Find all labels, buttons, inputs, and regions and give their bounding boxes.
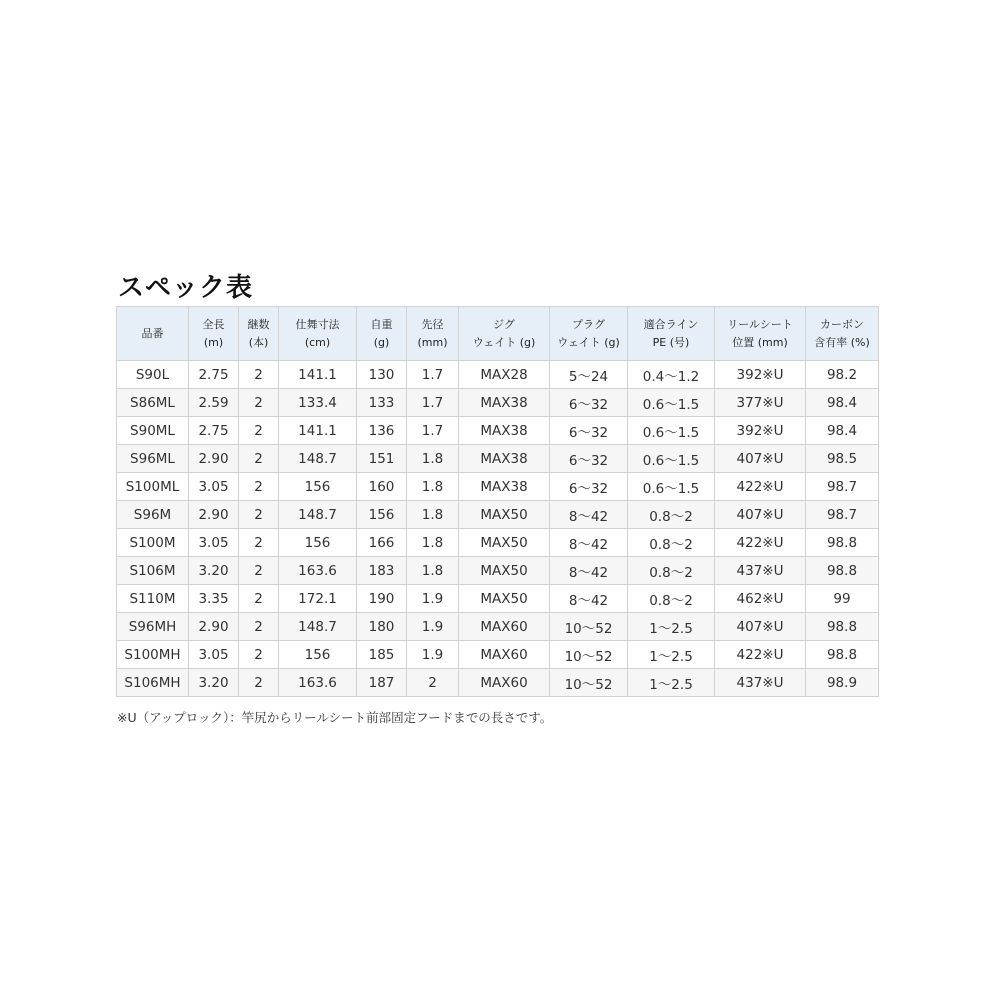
- table-cell: S106M: [117, 557, 189, 585]
- column-header-line2: (g): [373, 335, 390, 349]
- table-cell: 10〜52: [550, 613, 628, 641]
- table-cell: MAX60: [459, 641, 550, 669]
- column-header-line1: 継数: [247, 317, 270, 331]
- table-cell: MAX38: [459, 445, 550, 473]
- table-row: [117, 529, 879, 557]
- table-cell: 2.75: [189, 361, 239, 389]
- table-cell: 190: [357, 585, 407, 613]
- table-cell: 98.2: [806, 361, 879, 389]
- table-cell: S100M: [117, 529, 189, 557]
- table-cell: S100ML: [117, 473, 189, 501]
- table-cell: 133.4: [279, 389, 357, 417]
- column-header-line1: プラグ: [572, 317, 605, 331]
- table-cell: 392※U: [715, 417, 806, 445]
- table-cell: 462※U: [715, 585, 806, 613]
- column-header: [239, 307, 279, 361]
- footnote: ※U（アップロック）：竿尻からリールシート前部固定フードまでの長さです。: [117, 710, 553, 725]
- table-cell: 407※U: [715, 445, 806, 473]
- table-cell: 98.7: [806, 473, 879, 501]
- table-cell: S110M: [117, 585, 189, 613]
- table-cell: 2.90: [189, 613, 239, 641]
- table-cell: 1.8: [407, 557, 459, 585]
- table-cell: 437※U: [715, 557, 806, 585]
- column-header: [550, 307, 628, 361]
- table-cell: MAX50: [459, 557, 550, 585]
- table-cell: S96MH: [117, 613, 189, 641]
- table-cell: S96M: [117, 501, 189, 529]
- table-row: [117, 417, 879, 445]
- table-cell: 185: [357, 641, 407, 669]
- table-cell: 99: [806, 585, 879, 613]
- column-header: [459, 307, 550, 361]
- table-cell: 1.8: [407, 529, 459, 557]
- column-header-line2: (本): [248, 335, 269, 349]
- table-cell: 3.05: [189, 529, 239, 557]
- table-cell: 8〜42: [550, 501, 628, 529]
- table-cell: 2: [239, 417, 279, 445]
- table-cell: S90L: [117, 361, 189, 389]
- table-row: [117, 361, 879, 389]
- table-cell: 422※U: [715, 529, 806, 557]
- column-header: [628, 307, 715, 361]
- column-header: [806, 307, 879, 361]
- table-cell: 98.4: [806, 417, 879, 445]
- table-cell: 1.8: [407, 445, 459, 473]
- table-cell: 98.8: [806, 613, 879, 641]
- table-cell: 98.4: [806, 389, 879, 417]
- table-cell: 156: [357, 501, 407, 529]
- table-row: [117, 557, 879, 585]
- table-cell: 3.05: [189, 473, 239, 501]
- table-cell: 392※U: [715, 361, 806, 389]
- table-cell: 98.8: [806, 529, 879, 557]
- table-cell: 3.20: [189, 669, 239, 697]
- table-cell: 187: [357, 669, 407, 697]
- column-header-line2: (cm): [304, 335, 331, 349]
- table-row: [117, 501, 879, 529]
- table-cell: 1.7: [407, 417, 459, 445]
- table-cell: 422※U: [715, 641, 806, 669]
- table-cell: 5〜24: [550, 361, 628, 389]
- table-cell: 3.35: [189, 585, 239, 613]
- table-cell: 10〜52: [550, 669, 628, 697]
- table-cell: 2: [239, 669, 279, 697]
- table-cell: 437※U: [715, 669, 806, 697]
- column-header-line2: ウェイト (g): [557, 335, 620, 349]
- table-cell: 1.9: [407, 613, 459, 641]
- table-cell: 6〜32: [550, 445, 628, 473]
- table-cell: 163.6: [279, 557, 357, 585]
- table-cell: 0.6〜1.5: [628, 473, 715, 501]
- table-cell: MAX38: [459, 417, 550, 445]
- column-header-line1: ジグ: [493, 317, 515, 331]
- table-row: [117, 585, 879, 613]
- table-cell: 2: [239, 361, 279, 389]
- table-row: [117, 669, 879, 697]
- table-cell: 2: [239, 473, 279, 501]
- table-cell: 3.20: [189, 557, 239, 585]
- column-header-line2: ウェイト (g): [472, 335, 536, 349]
- table-body: [117, 361, 879, 697]
- table-cell: MAX38: [459, 389, 550, 417]
- table-cell: S96ML: [117, 445, 189, 473]
- table-cell: 0.6〜1.5: [628, 445, 715, 473]
- table-cell: 407※U: [715, 501, 806, 529]
- table-cell: 133: [357, 389, 407, 417]
- table-cell: 0.6〜1.5: [628, 417, 715, 445]
- table-cell: 2: [239, 557, 279, 585]
- table-cell: 156: [279, 529, 357, 557]
- table-cell: 0.8〜2: [628, 529, 715, 557]
- table-row: [117, 389, 879, 417]
- column-header: [117, 307, 189, 361]
- table-cell: 6〜32: [550, 473, 628, 501]
- table-cell: 0.6〜1.5: [628, 389, 715, 417]
- column-header-line1: リールシート: [727, 317, 793, 331]
- column-header-line1: 品番: [141, 326, 164, 340]
- table-cell: S106MH: [117, 669, 189, 697]
- table-cell: 2: [239, 445, 279, 473]
- column-header-line2: (m): [203, 335, 224, 349]
- table-cell: 141.1: [279, 361, 357, 389]
- table-row: [117, 473, 879, 501]
- table-cell: 2.90: [189, 501, 239, 529]
- table-cell: MAX28: [459, 361, 550, 389]
- table-cell: 8〜42: [550, 529, 628, 557]
- column-header-line1: 仕舞寸法: [295, 317, 340, 331]
- table-cell: 6〜32: [550, 417, 628, 445]
- table-cell: 2: [407, 669, 459, 697]
- table-header-row: [117, 307, 879, 361]
- table-cell: MAX38: [459, 473, 550, 501]
- column-header: [189, 307, 239, 361]
- table-cell: 160: [357, 473, 407, 501]
- table-cell: 1.8: [407, 473, 459, 501]
- table-cell: 2.59: [189, 389, 239, 417]
- table-cell: 98.8: [806, 641, 879, 669]
- table-cell: 2: [239, 389, 279, 417]
- table-cell: 10〜52: [550, 641, 628, 669]
- table-cell: 1.7: [407, 389, 459, 417]
- column-header-line1: 全長: [202, 317, 225, 331]
- column-header: [279, 307, 357, 361]
- table-cell: MAX50: [459, 529, 550, 557]
- table-cell: 1〜2.5: [628, 669, 715, 697]
- table-cell: 156: [279, 473, 357, 501]
- table-cell: 98.8: [806, 557, 879, 585]
- column-header: [407, 307, 459, 361]
- table-cell: 2: [239, 613, 279, 641]
- table-cell: 377※U: [715, 389, 806, 417]
- table-cell: 1.9: [407, 585, 459, 613]
- table-cell: 2: [239, 529, 279, 557]
- table-row: [117, 445, 879, 473]
- table-cell: MAX50: [459, 501, 550, 529]
- table-cell: 2: [239, 641, 279, 669]
- table-cell: 8〜42: [550, 557, 628, 585]
- table-cell: 422※U: [715, 473, 806, 501]
- column-header-line2: (mm): [417, 335, 448, 349]
- table-cell: 1.8: [407, 501, 459, 529]
- table-cell: 180: [357, 613, 407, 641]
- table-cell: 148.7: [279, 501, 357, 529]
- table-cell: 98.9: [806, 669, 879, 697]
- table-cell: 98.5: [806, 445, 879, 473]
- table-cell: 141.1: [279, 417, 357, 445]
- table-cell: 183: [357, 557, 407, 585]
- page-title: スペック表: [118, 273, 254, 303]
- column-header-line2: PE (号): [652, 335, 690, 349]
- column-header-line1: 先径: [421, 317, 444, 331]
- column-header-line1: カーボン: [820, 317, 864, 331]
- table-cell: 6〜32: [550, 389, 628, 417]
- table-cell: 2.90: [189, 445, 239, 473]
- table-row: [117, 613, 879, 641]
- column-header-line2: 含有率 (%): [814, 335, 870, 349]
- table-cell: 1〜2.5: [628, 641, 715, 669]
- table-cell: 163.6: [279, 669, 357, 697]
- table-cell: S86ML: [117, 389, 189, 417]
- table-cell: 98.7: [806, 501, 879, 529]
- table-cell: 0.8〜2: [628, 557, 715, 585]
- table-cell: MAX60: [459, 613, 550, 641]
- table-cell: 130: [357, 361, 407, 389]
- table-cell: 148.7: [279, 445, 357, 473]
- table-row: [117, 641, 879, 669]
- table-cell: 0.4〜1.2: [628, 361, 715, 389]
- table-cell: S90ML: [117, 417, 189, 445]
- table-cell: 0.8〜2: [628, 501, 715, 529]
- table-cell: 407※U: [715, 613, 806, 641]
- column-header: [715, 307, 806, 361]
- table-cell: 2: [239, 501, 279, 529]
- table-cell: 156: [279, 641, 357, 669]
- column-header-line1: 自重: [370, 317, 393, 331]
- table-cell: S100MH: [117, 641, 189, 669]
- table-cell: 166: [357, 529, 407, 557]
- table-cell: 2.75: [189, 417, 239, 445]
- table-cell: 2: [239, 585, 279, 613]
- column-header-line2: 位置 (mm): [732, 335, 788, 349]
- table-cell: 148.7: [279, 613, 357, 641]
- table-cell: 1〜2.5: [628, 613, 715, 641]
- table-cell: MAX60: [459, 669, 550, 697]
- table-cell: 3.05: [189, 641, 239, 669]
- spec-table: [116, 306, 879, 697]
- column-header: [357, 307, 407, 361]
- table-cell: 0.8〜2: [628, 585, 715, 613]
- table-cell: 1.9: [407, 641, 459, 669]
- table-cell: 151: [357, 445, 407, 473]
- table-cell: 8〜42: [550, 585, 628, 613]
- table-cell: 172.1: [279, 585, 357, 613]
- table-cell: 136: [357, 417, 407, 445]
- table-cell: MAX50: [459, 585, 550, 613]
- column-header-line1: 適合ライン: [643, 317, 699, 331]
- table-cell: 1.7: [407, 361, 459, 389]
